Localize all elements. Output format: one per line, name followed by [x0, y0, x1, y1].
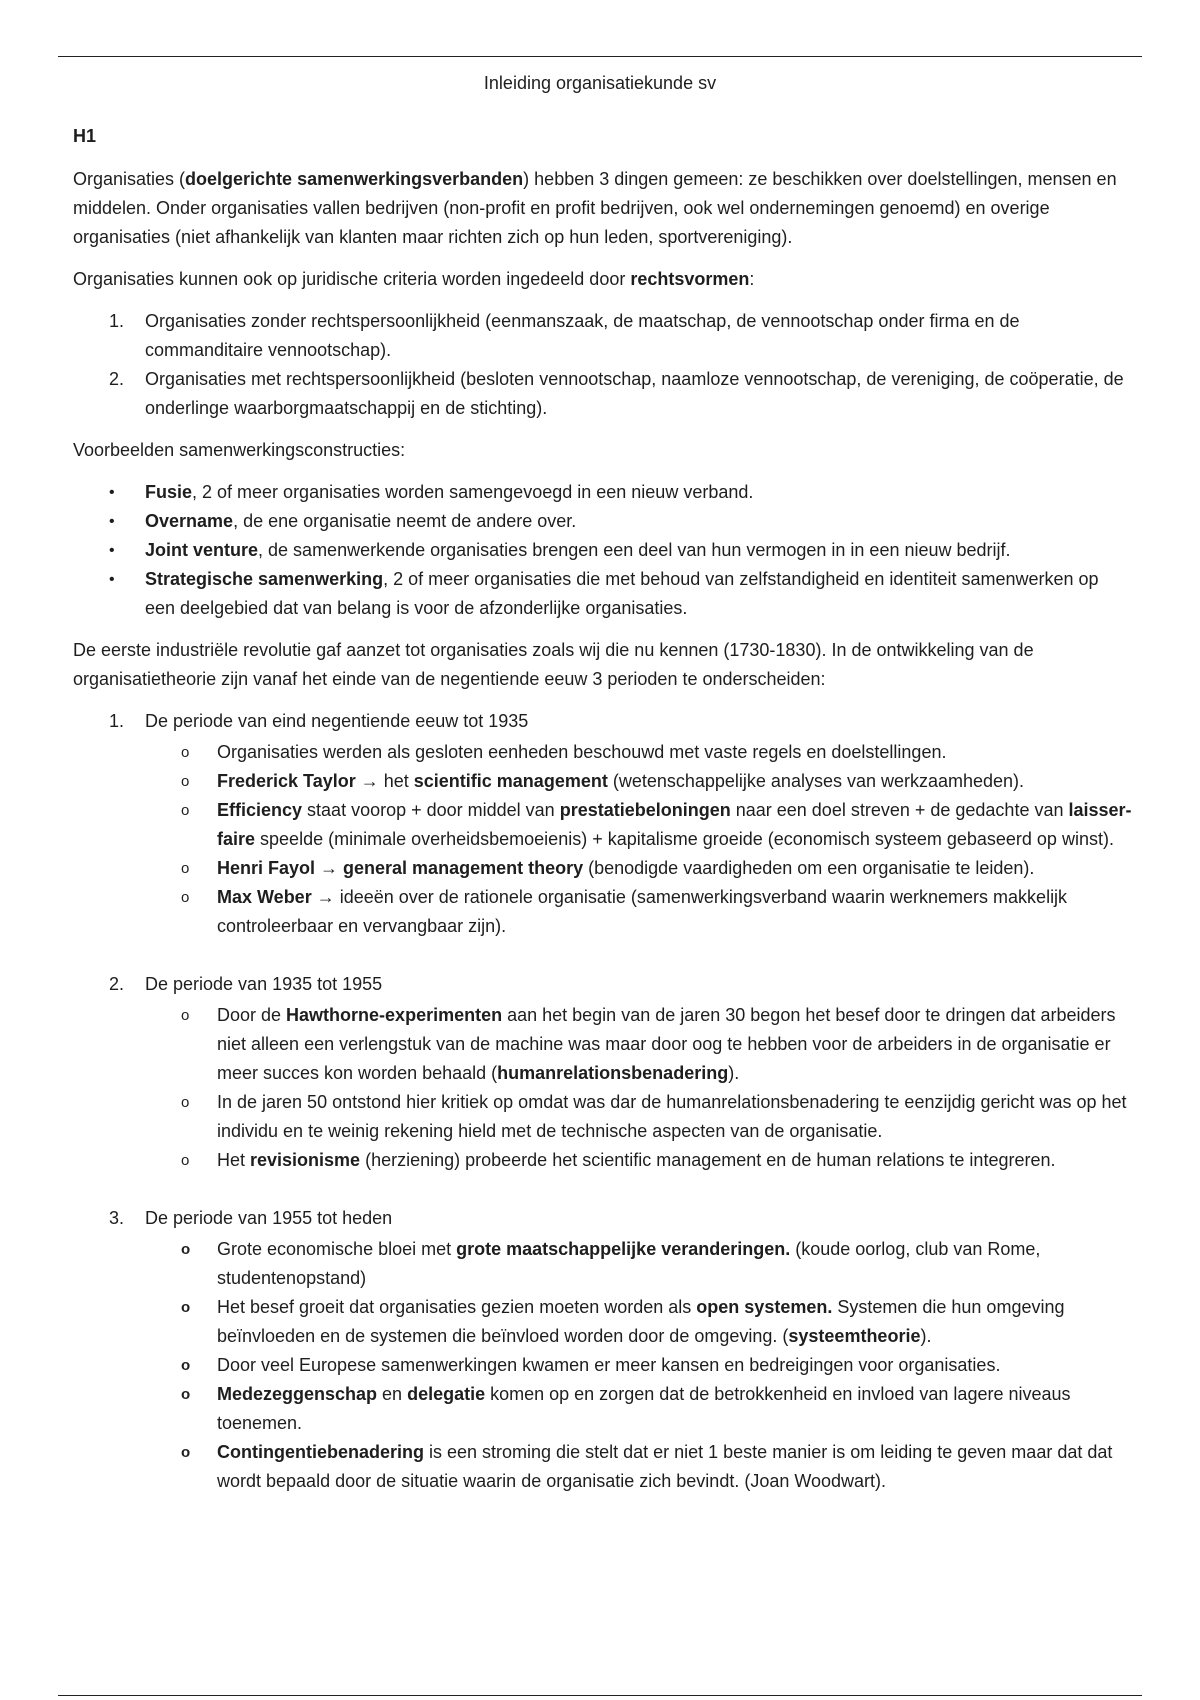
period-title: De periode van 1935 tot 1955 [145, 974, 383, 994]
page-header-title: Inleiding organisatiekunde sv [483, 73, 717, 93]
list-item: o Door veel Europese samenwerkingen kwamen er meer kansen en bedreigingen voor organisaties. [145, 1351, 1132, 1380]
circle-bullet-icon: o [181, 1444, 191, 1461]
list-item: o Max Weber → ideeën over de rationele organisatie (samenwerkingsverband waarin werknemers makkelijk controleerbaar en vervangbaar zijn). [145, 883, 1132, 941]
list-item: o Medezeggenschap en delegatie komen op en zorgen dat de betrokkenheid en invloed van lagere niveaus toenemen. [145, 1380, 1132, 1438]
list-item: o Frederick Taylor → het scientific management (wetenschappelijke analyses van werkzaamheden). [145, 767, 1132, 796]
list-item: • Overname, de ene organisatie neemt de andere over. [73, 507, 1132, 536]
list-item: o Contingentiebenadering is een stroming die stelt dat er niet 1 beste manier is om leiding te geven maar dat dat wordt bepaald door de situatie waarin de organisatie zich bevindt. (Joan Woodwart). [145, 1438, 1132, 1496]
period-sublist [145, 738, 1132, 941]
bullet-icon: • [109, 542, 115, 559]
chapter-heading: H1 [73, 126, 97, 146]
circle-bullet-icon: o [181, 889, 190, 906]
list-item: o Het besef groeit dat organisaties gezien moeten worden als open systemen. Systemen die hun omgeving beïnvloeden en de systemen die beïnvloed worden door de omgeving. (systeemtheorie). [145, 1293, 1132, 1351]
document-body [73, 122, 1132, 1509]
period-title: De periode van 1955 tot heden [145, 1208, 393, 1228]
period-sublist [145, 1235, 1132, 1496]
periods-list [73, 707, 1132, 1496]
circle-bullet-icon: o [181, 1299, 191, 1316]
revolution-paragraph: De eerste industriële revolutie gaf aanzet tot organisaties zoals wij die nu kennen (1730-1830). In de ontwikkeling van de organisatietheorie zijn vanaf het einde van de negentiende eeuw 3 perioden te onderscheiden: [73, 640, 1034, 689]
period-title: De periode van eind negentiende eeuw tot 1935 [145, 711, 529, 731]
list-item: o Het revisionisme (herziening) probeerde het scientific management en de human relations te integreren. [145, 1146, 1132, 1175]
list-item: • Strategische samenwerking, 2 of meer organisaties die met behoud van zelfstandigheid en identiteit samenwerken op een deelgebied dat van belang is voor de afzonderlijke organisaties. [73, 565, 1132, 623]
header-rule [58, 56, 1142, 57]
list-item: 1. Organisaties zonder rechtspersoonlijkheid (eenmanszaak, de maatschap, de vennootschap onder firma en de commanditaire vennootschap). [109, 311, 1020, 360]
list-item: 2. Organisaties met rechtspersoonlijkheid (besloten vennootschap, naamloze vennootschap, de vereniging, de coöperatie, de onderlinge waarborgmaatschappij en de stichting). [109, 369, 1124, 418]
circle-bullet-icon: o [181, 1241, 191, 1258]
period-item: 2. De periode van 1935 tot 1955 o Door de Hawthorne-experimenten aan het begin van de jaren 30 begon het besef door te dringen dat arbeiders niet alleen een verlengstuk van de machine was maar door oog te hebben voor de arbeiders in de organisatie er meer succes kon worden behaald (humanrelationsbenadering). o In de jaren 50 ontstond hier kritiek op omdat was dar de humanrelationsbenadering te eenzijdig gericht was op het individu en te weinig rekening hield met de technische aspecten van de organisatie. o Het revisionisme (herziening) probeerde het scientific management en de human relations te integreren. [73, 970, 1132, 1175]
circle-bullet-icon: o [181, 860, 190, 877]
bullet-icon: • [109, 571, 115, 588]
legal-forms-paragraph: Organisaties kunnen ook op juridische criteria worden ingedeeld door rechtsvormen: [73, 269, 755, 289]
bullet-icon: • [109, 513, 115, 530]
circle-bullet-icon: o [181, 802, 190, 819]
circle-bullet-icon: o [181, 1094, 190, 1111]
intro-paragraph: Organisaties (doelgerichte samenwerkingsverbanden) hebben 3 dingen gemeen: ze beschikken over doelstellingen, mensen en middelen. Onder organisaties vallen bedrijven (non-profit en profit bedrijven, ook wel ondernemingen genoemd) en overige organisaties (niet afhankelijk van klanten maar richten zich op hun leden, sportvereniging). [73, 169, 1117, 247]
circle-bullet-icon: o [181, 1357, 191, 1374]
list-item: o Henri Fayol → general management theory (benodigde vaardigheden om een organisatie te leiden). [145, 854, 1132, 883]
period-sublist [145, 1001, 1132, 1175]
circle-bullet-icon: o [181, 1152, 190, 1169]
circle-bullet-icon: o [181, 773, 190, 790]
circle-bullet-icon: o [181, 1386, 191, 1403]
period-item: 3. De periode van 1955 tot heden o Grote economische bloei met grote maatschappelijke veranderingen. (koude oorlog, club van Rome, studentenopstand) o Het besef groeit dat organisaties gezien moeten worden als open systemen. Systemen die hun omgeving beïnvloeden en de systemen die beïnvloed worden door de omgeving. (systeemtheorie). o Door veel Europese samenwerkingen kwamen er meer kansen en bedreigingen voor organisaties. o Medezeggenschap en delegatie komen op en zorgen dat de betrokkenheid en invloed van lagere niveaus toenemen. o Contingentiebenadering is een stroming die stelt dat er niet 1 beste manier is om leiding te geven maar dat dat wordt bepaald door de situatie waarin de organisatie zich bevindt. (Joan Woodwart). [73, 1204, 1132, 1496]
list-item: • Joint venture, de samenwerkende organisaties brengen een deel van hun vermogen in in een nieuw bedrijf. [73, 536, 1132, 565]
list-item: o Efficiency staat voorop + door middel van prestatiebeloningen naar een doel streven + de gedachte van laisser-faire speelde (minimale overheidsbemoeienis) + kapitalisme groeide (economisch systeem gebaseerd op winst). [145, 796, 1132, 854]
list-item: o In de jaren 50 ontstond hier kritiek op omdat was dar de humanrelationsbenadering te eenzijdig gericht was op het individu en te weinig rekening hield met de technische aspecten van de organisatie. [145, 1088, 1132, 1146]
constructions-title: Voorbeelden samenwerkingsconstructies: [73, 440, 406, 460]
list-item: • Fusie, 2 of meer organisaties worden samengevoegd in een nieuw verband. [73, 478, 1132, 507]
constructions-list [73, 478, 1132, 623]
bullet-icon: • [109, 484, 115, 501]
list-item: o Organisaties werden als gesloten eenheden beschouwd met vaste regels en doelstellingen. [145, 738, 1132, 767]
circle-bullet-icon: o [181, 744, 190, 761]
footer-rule [58, 1695, 1142, 1696]
legal-forms-list [73, 307, 1132, 423]
list-item: o Door de Hawthorne-experimenten aan het begin van de jaren 30 begon het besef door te dringen dat arbeiders niet alleen een verlengstuk van de machine was maar door oog te hebben voor de arbeiders in de organisatie er meer succes kon worden behaald (humanrelationsbenadering). [145, 1001, 1132, 1088]
period-item: 1. De periode van eind negentiende eeuw tot 1935 o Organisaties werden als gesloten eenheden beschouwd met vaste regels en doelstellingen. o Frederick Taylor → het scientific management (wetenschappelijke analyses van werkzaamheden). o Efficiency staat voorop + door middel van prestatiebeloningen naar een doel streven + de gedachte van laisser-faire speelde (minimale overheidsbemoeienis) + kapitalisme groeide (economisch systeem gebaseerd op winst). o Henri Fayol → general management theory (benodigde vaardigheden om een organisatie te leiden). o Max Weber → ideeën over de rationele organisatie (samenwerkingsverband waarin werknemers makkelijk controleerbaar en vervangbaar zijn). [73, 707, 1132, 941]
circle-bullet-icon: o [181, 1007, 190, 1024]
list-item: o Grote economische bloei met grote maatschappelijke veranderingen. (koude oorlog, club van Rome, studentenopstand) [145, 1235, 1132, 1293]
